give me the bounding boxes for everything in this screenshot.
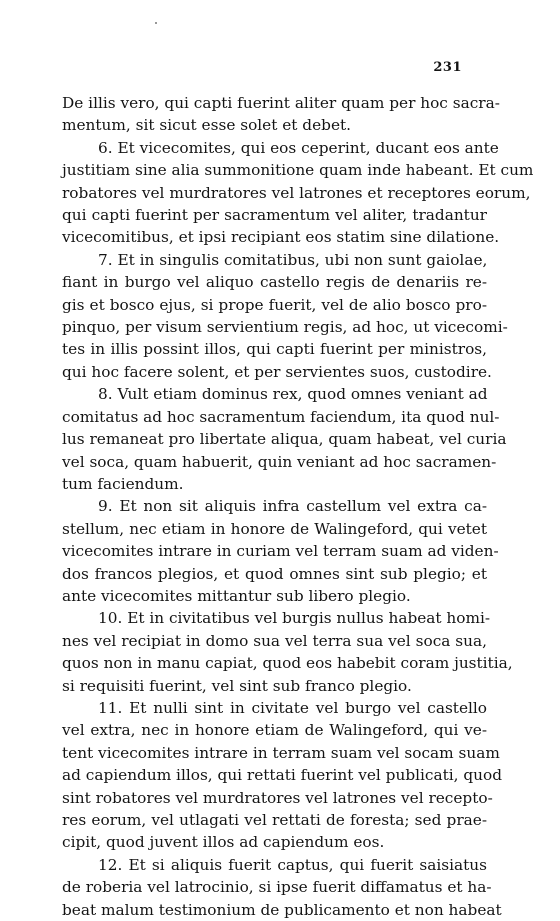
text-line: fiant in burgo vel aliquo castello regis de denariis re-: [62, 273, 487, 292]
text-line: gis et bosco ejus, si prope fuerit, vel de alio bosco pro-: [62, 295, 487, 314]
text-line: sint robatores vel murdratores vel latrones vel recepto-: [62, 788, 493, 807]
text-line: De illis vero, qui capti fuerint aliter quam per hoc sacra-: [62, 94, 500, 112]
text-line: vel soca, quam habuerit, quin veniant ad hoc sacramen-: [62, 452, 497, 471]
text-line: qui capti fuerint per sacramentum vel aliter, tradantur: [62, 206, 487, 225]
text-line: de roberia vel latrocinio, si ipse fuerit diffamatus et ha-: [62, 878, 492, 897]
paragraph: [62, 137, 534, 249]
page-number: 231: [433, 60, 462, 75]
text-line: 11. Et nulli sint in civitate vel burgo vel castello: [98, 698, 487, 717]
text-line: 8. Vult etiam dominus rex, quod omnes veniant ad: [98, 385, 488, 404]
text-line: 6. Et vicecomites, qui eos ceperint, ducant eos ante: [98, 138, 499, 157]
paragraph: [62, 495, 499, 607]
paragraph: [62, 854, 502, 921]
text-line: cipit, quod juvent illos ad capiendum eos.: [62, 833, 385, 852]
paragraph: [62, 697, 503, 854]
text-line: stellum, nec etiam in honore de Walingeford, qui vetet: [62, 519, 487, 538]
ink-speck: [155, 22, 157, 24]
text-line: qui hoc facere solent, et per servientes suos, custodire.: [62, 362, 492, 381]
page-text: [62, 92, 534, 921]
text-line: vicecomites intrare in curiam vel terram suam ad viden-: [62, 542, 499, 561]
text-line: tum faciendum.: [62, 474, 184, 493]
text-line: comitatus ad hoc sacramentum faciendum, ita quod nul-: [62, 407, 500, 426]
text-line: robatores vel murdratores vel latrones et receptores eorum,: [62, 183, 531, 202]
text-line: nes vel recipiat in domo sua vel terra sua vel soca sua,: [62, 631, 487, 650]
text-line: vel extra, nec in honore etiam de Walingeford, qui ve-: [62, 721, 487, 740]
text-line: 10. Et in civitatibus vel burgis nullus habeat homi-: [98, 609, 491, 628]
text-line: tes in illis possint illos, qui capti fuerint per ministros,: [62, 340, 487, 359]
text-line: dos francos plegios, et quod omnes sint sub plegio; et: [62, 564, 487, 583]
text-line: ad capiendum illos, qui rettati fuerint vel publicati, quod: [62, 766, 503, 785]
text-line: beat malum testimonium de publicamento et non habeat: [62, 900, 502, 919]
text-line: vicecomitibus, et ipsi recipiant eos statim sine dilatione.: [62, 228, 500, 247]
text-line: pinquo, per visum servientium regis, ad hoc, ut vicecomi-: [62, 318, 508, 337]
paragraph: [62, 92, 500, 137]
text-line: tent vicecomites intrare in terram suam vel socam suam: [62, 743, 500, 762]
text-line: si requisiti fuerint, vel sint sub franco plegio.: [62, 676, 412, 695]
paragraph: [62, 383, 507, 495]
text-line: mentum, sit sicut esse solet et debet.: [62, 116, 352, 135]
text-line: lus remaneat pro libertate aliqua, quam habeat, vel curia: [62, 430, 507, 449]
text-line: 9. Et non sit aliquis infra castellum vel extra ca-: [98, 497, 487, 516]
text-line: 12. Et si aliquis fuerit captus, qui fuerit saisiatus: [98, 855, 487, 874]
text-line: quos non in manu capiat, quod eos habebit coram justitia,: [62, 654, 513, 673]
text-line: 7. Et in singulis comitatibus, ubi non sunt gaiolae,: [98, 250, 488, 269]
text-line: justitiam sine alia summonitione quam inde habeant. Et cum: [62, 161, 534, 180]
text-line: ante vicecomites mittantur sub libero plegio.: [62, 586, 411, 605]
text-line: res eorum, vel utlagati vel rettati de foresta; sed prae-: [62, 811, 487, 829]
paragraph: [62, 249, 508, 383]
paragraph: [62, 607, 513, 697]
